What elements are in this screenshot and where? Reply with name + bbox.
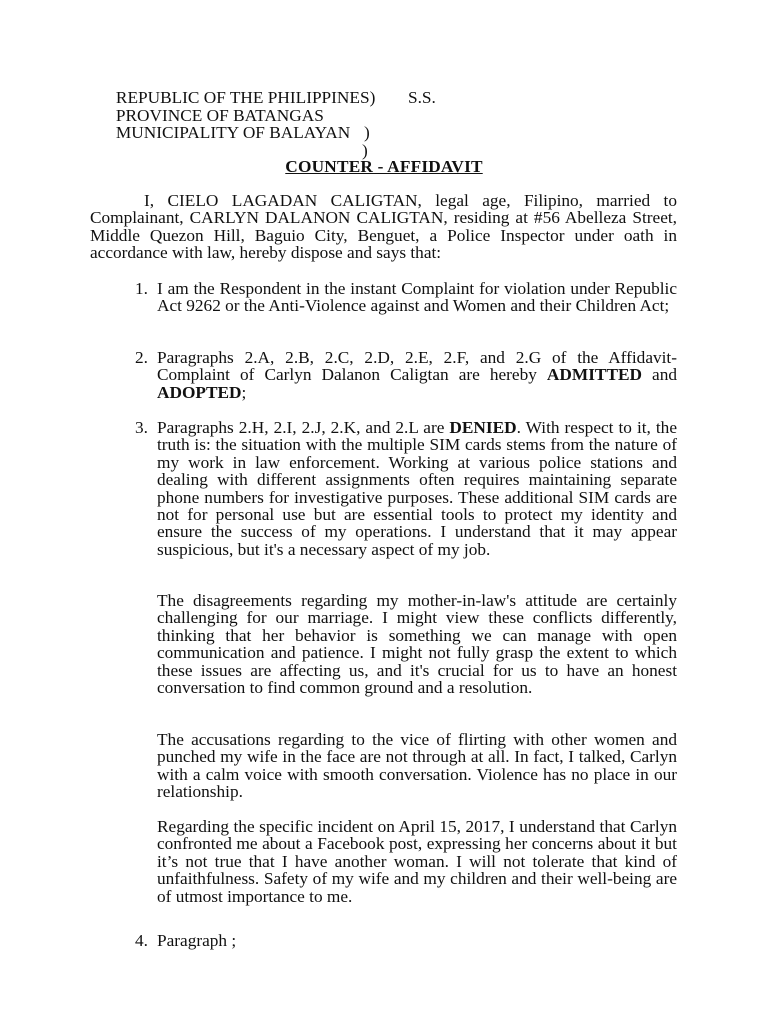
caption-republic-text: REPUBLIC OF THE PHILIPPINES) [115,88,376,108]
document-title: COUNTER - AFFIDAVIT [285,157,483,176]
numbered-item-1 [135,280,677,315]
sub-paragraph-accusations: The accusations regarding to the vice of flirting with other women and punched my wife in the face are not through at all. In fact, I talked, Carlyn with a calm voice with smooth conversation. Violence has no place in our relationship. [157,730,677,802]
item-text [157,419,677,558]
denied-label: DENIED [449,418,517,437]
item-text-part: Paragraphs 2.H, 2.I, 2.J, 2.K, and 2.L are [157,418,450,437]
numbered-item-4 [135,932,677,949]
sub-paragraph-incident: Regarding the specific incident on April 15, 2017, I understand that Carlyn confronted me about a Facebook post, expressing her concerns about it but it’s not true that I have another woman. I will not tolerate that kind of unfaithfulness. Safety of my wife and my children and their well-being are of utmost importance to me. [157,817,677,906]
admitted-label: ADMITTED [546,365,642,385]
item-number: 3. [135,418,148,437]
case-caption [90,72,436,160]
caption-province-paren: ) [364,123,370,143]
item-text: I am the Respondent in the instant Complaint for violation under Republic Act 9262 or the Anti-Violence against and Women and their Children Act; [157,279,677,316]
item-text-part: and [641,365,677,385]
item-text: Paragraph ; [157,931,237,950]
numbered-item-2 [135,349,677,401]
item-number: 1. [135,279,148,298]
intro-paragraph: I, CIELO LAGADAN CALIGTAN, legal age, Filipino, married to Complainant, CARLYN DALANON CALIGTAN, residing at #56 Abelleza Street, Middle Quezon Hill, Baguio City, Benguet, a Police Inspector under oath in accordance with law, hereby dispose and says that: [90,191,677,263]
item-text [157,349,677,401]
caption-line-republic [90,72,376,108]
caption-line-municipality [90,107,375,160]
caption-province-text: PROVINCE OF BATANGAS [115,105,324,125]
item-number: 4. [135,931,148,950]
item-text-part: . With respect to it, the truth is: the situation with the multiple SIM cards stems from the nature of my work in law enforcement. Working at various police stations and dealing with different assignments often requires maintaining separate phone numbers for investigative purposes. These additional SIM cards are not for personal use but are essential tools to protect my identity and ensure the success of my operations. I understand that it may appear suspicious, but it's a necessary aspect of my job. [157,418,677,559]
caption-municipality-text: MUNICIPALITY OF BALAYAN [115,123,351,143]
item-text-part: Paragraphs 2.A, 2.B, 2.C, 2.D, 2.E, 2.F, and 2.G of the Affidavit-Complaint of Carlyn Dalanon Caligtan are hereby [157,348,677,385]
item-number: 2. [135,348,148,367]
sub-paragraph-mother-in-law: The disagreements regarding my mother-in-law's attitude are certainly challenging for our marriage. I might view these conflicts differently, thinking that her behavior is something we can manage with open communication and patience. I might not fully grasp the extent to which these issues are affecting us, and it's crucial for us to have an honest conversation to find common ground and a resolution. [157,591,677,698]
caption-municipality-paren: ) [362,140,368,160]
caption-ss: S.S. [408,88,436,108]
numbered-item-3 [135,419,677,558]
item-text-part: ; [241,382,247,402]
adopted-label: ADOPTED [157,382,242,402]
